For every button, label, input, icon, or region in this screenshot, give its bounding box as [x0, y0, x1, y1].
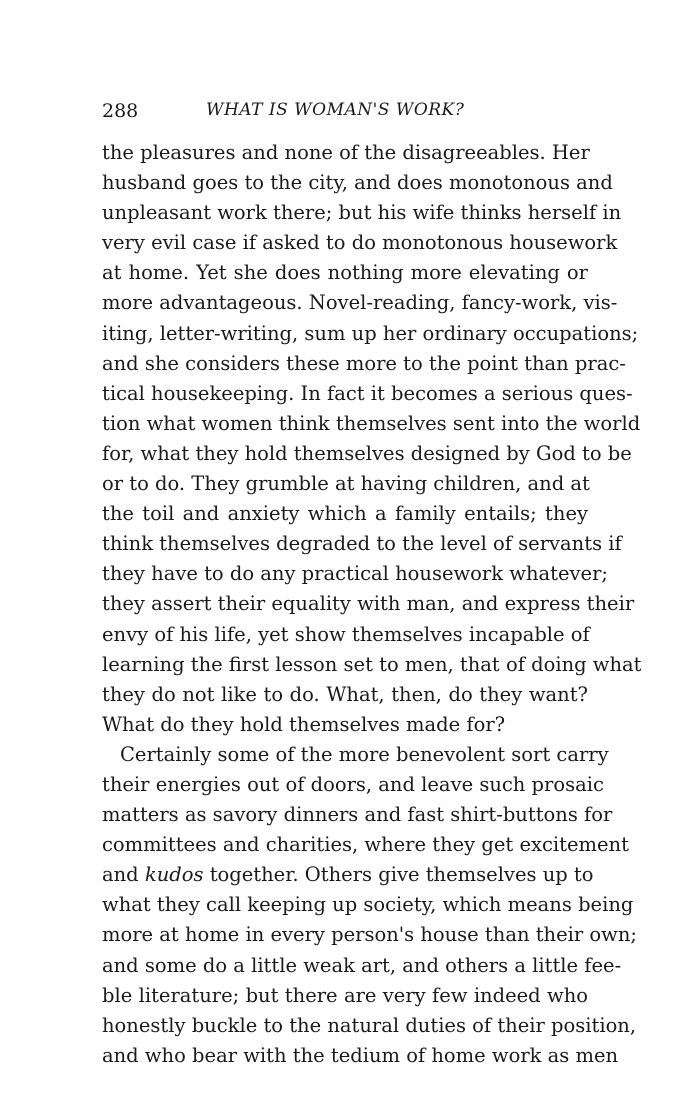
text-line: more advantageous. Novel-reading, fancy-work, vis-	[102, 291, 618, 315]
text-segment: together. Others give themselves up to	[209, 863, 594, 887]
text-line: and who bear with the tedium of home work as men	[102, 1043, 619, 1067]
text-line: what they call keeping up society, which means being	[102, 893, 634, 917]
text-line: more at home in every person's house than their own;	[102, 923, 637, 947]
text-line: and some do a little weak art, and others a little fee-	[102, 953, 622, 977]
text-segment: and	[102, 863, 139, 887]
text-line: husband goes to the city, and does monotonous and	[102, 171, 613, 195]
page-number: 288	[102, 100, 139, 122]
running-title: WHAT IS WOMAN'S WORK?	[206, 100, 465, 120]
paragraph-end-line: What do they hold themselves made for?	[102, 712, 506, 736]
running-header	[102, 100, 588, 130]
text-line-kudos	[102, 860, 594, 890]
text-line: the pleasures and none of the disagreeables. Her	[102, 141, 590, 164]
text-line: at home. Yet she does nothing more elevating or	[102, 261, 588, 285]
text-line: tion what women think themselves sent into the world	[102, 411, 641, 435]
text-line: very evil case if asked to do monotonous housework	[102, 231, 618, 255]
text-line: they assert their equality with man, and express their	[102, 592, 635, 616]
text-line: unpleasant work there; but his wife thinks herself in	[102, 201, 622, 225]
text-line: learning the first lesson set to men, that of doing what	[102, 652, 642, 676]
paragraph-start-line: Certainly some of the more benevolent sort carry	[120, 742, 609, 766]
text-line: ble literature; but there are very few indeed who	[102, 983, 588, 1007]
text-line: iting, letter-writing, sum up her ordinary occupations;	[102, 321, 639, 345]
text-line: the toil and anxiety which a family entails; they	[102, 502, 588, 526]
text-line: committees and charities, where they get excitement	[102, 833, 629, 857]
text-line: they have to do any practical housework whatever;	[102, 562, 608, 586]
text-line: tical housekeeping. In fact it becomes a serious ques-	[102, 381, 633, 405]
text-line: and she considers these more to the point than prac-	[102, 351, 626, 375]
text-line: their energies out of doors, and leave such prosaic	[102, 772, 604, 796]
italic-word: kudos	[144, 863, 204, 887]
text-line: think themselves degraded to the level of servants if	[102, 532, 622, 556]
text-line: for, what they hold themselves designed by God to be	[102, 441, 632, 465]
text-line: honestly buckle to the natural duties of their position,	[102, 1013, 637, 1037]
page-body-text	[102, 138, 642, 1071]
text-line: or to do. They grumble at having children, and at	[102, 472, 590, 496]
text-line: envy of his life, yet show themselves incapable of	[102, 622, 590, 646]
text-line: they do not like to do. What, then, do they want?	[102, 682, 588, 706]
text-line: matters as savory dinners and fast shirt-buttons for	[102, 803, 613, 827]
